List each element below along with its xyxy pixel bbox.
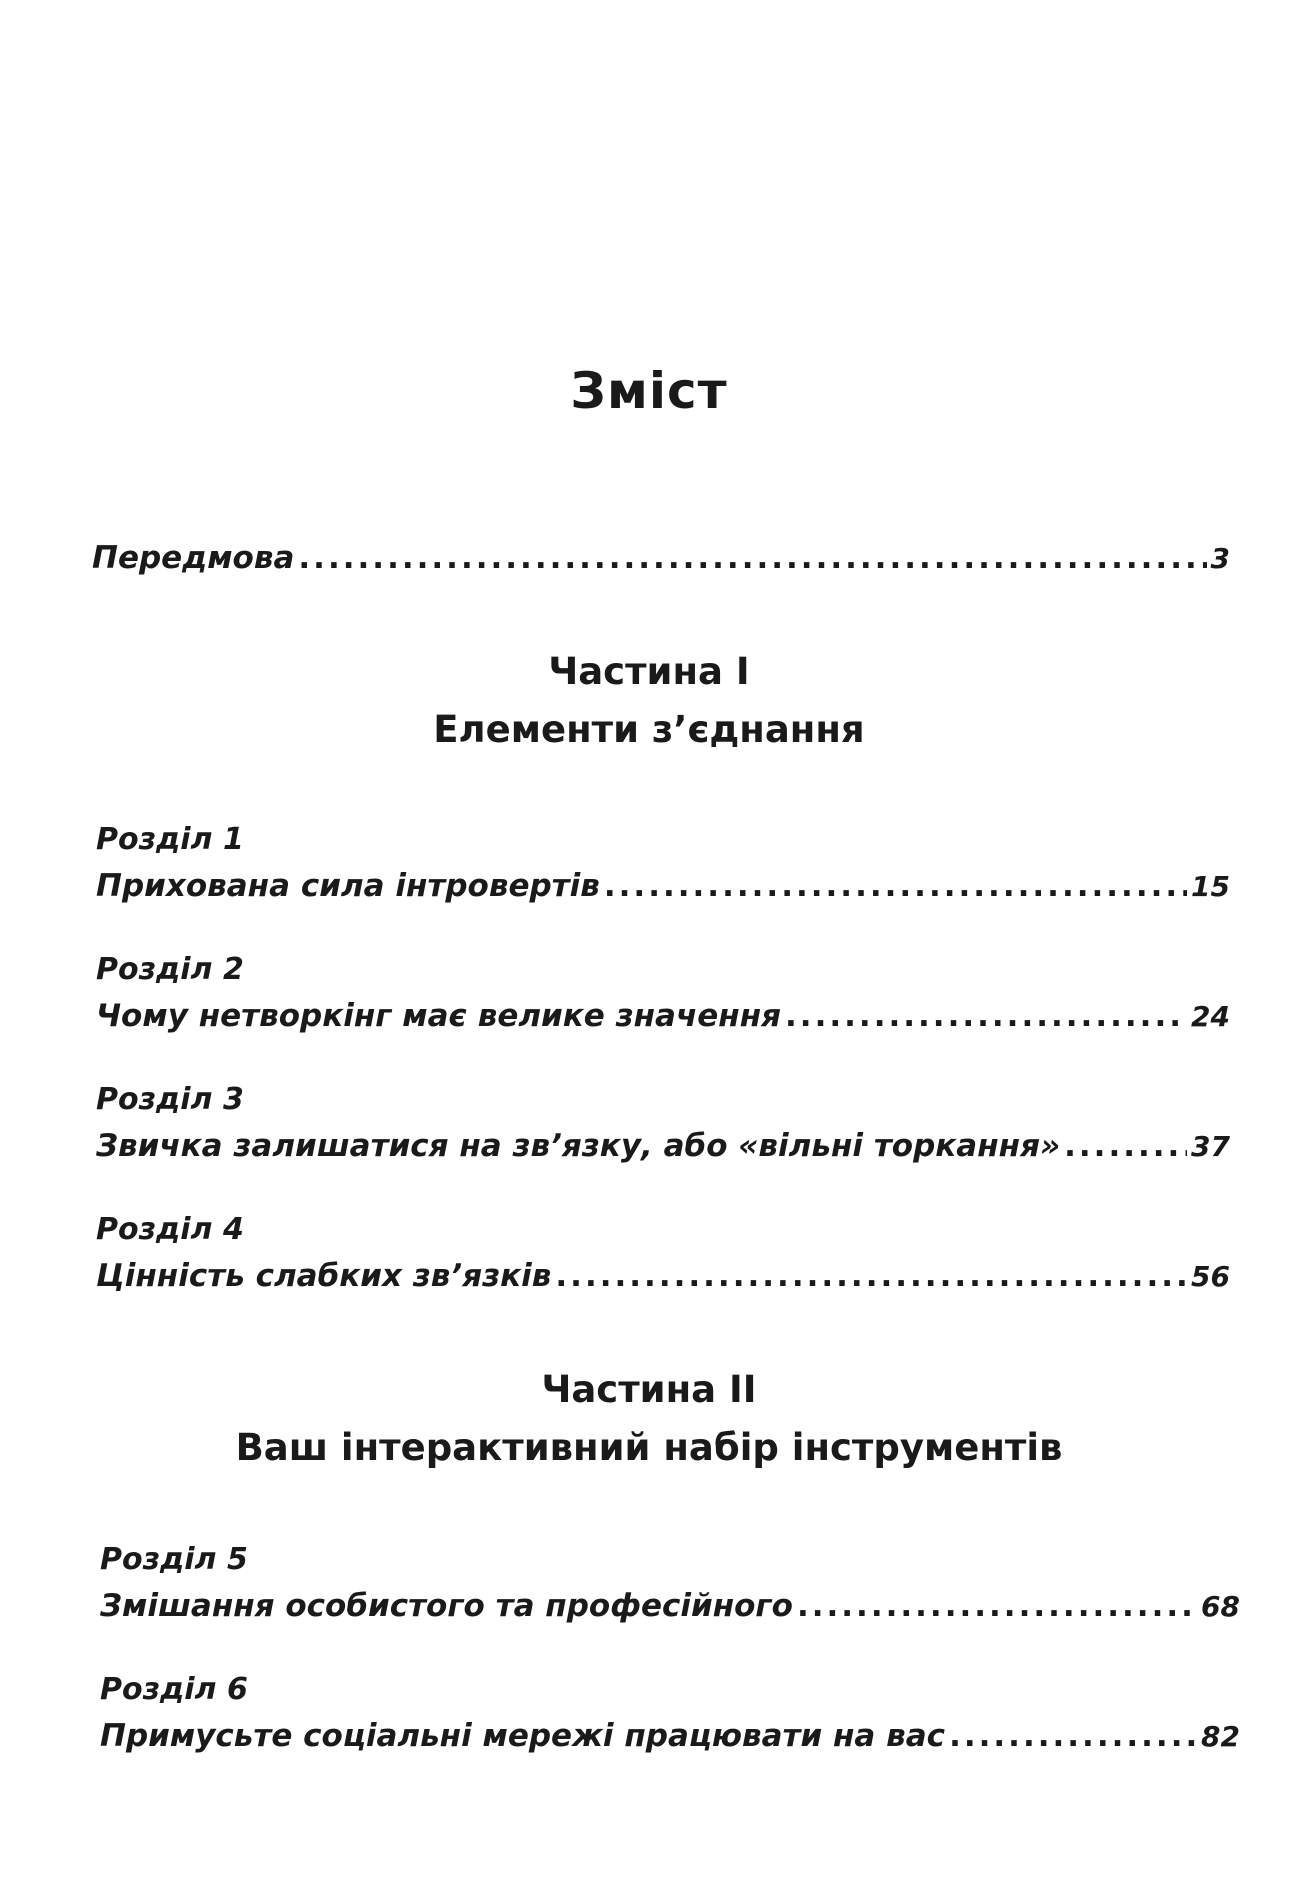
chapter-3-label: Розділ 3 bbox=[96, 1082, 244, 1117]
toc-page-number: 3 bbox=[1210, 542, 1230, 575]
toc-page-number: 68 bbox=[1201, 1590, 1240, 1623]
part-1-name: Елементи з’єднання bbox=[433, 708, 865, 751]
toc-page-number: 15 bbox=[1191, 870, 1230, 903]
chapter-6-label: Розділ 6 bbox=[100, 1672, 248, 1707]
toc-entry-title: Передмова bbox=[92, 540, 295, 576]
toc-page-number: 37 bbox=[1191, 1130, 1230, 1163]
dot-leader bbox=[785, 996, 1187, 1036]
part-2-name: Ваш інтерактивний набір інструментів bbox=[235, 1426, 1063, 1469]
dot-leader bbox=[555, 1256, 1187, 1296]
chapter-2-label: Розділ 2 bbox=[96, 952, 244, 987]
toc-page-number: 56 bbox=[1191, 1260, 1230, 1293]
toc-page-number: 82 bbox=[1201, 1720, 1240, 1753]
page-title: Зміст bbox=[570, 362, 728, 420]
chapter-5-label: Розділ 5 bbox=[100, 1542, 248, 1577]
toc-entry-title: Цінність слабких зв’язків bbox=[96, 1258, 552, 1294]
toc-page-number: 24 bbox=[1191, 1000, 1230, 1033]
toc-entry-chapter-2[interactable] bbox=[96, 996, 1230, 1037]
toc-entry-title: Чому нетворкінг має велике значення bbox=[96, 998, 782, 1034]
part-2-number: Частина II bbox=[541, 1368, 757, 1411]
dot-leader bbox=[298, 538, 1206, 578]
toc-entry-title: Примусьте соціальні мережі працювати на вас bbox=[100, 1718, 946, 1754]
chapter-1-label: Розділ 1 bbox=[96, 822, 244, 857]
toc-entry-preface[interactable] bbox=[92, 538, 1230, 579]
toc-entry-title: Прихована сила інтровертів bbox=[96, 868, 600, 904]
toc-entry-chapter-5[interactable] bbox=[100, 1586, 1240, 1627]
dot-leader bbox=[604, 866, 1187, 906]
toc-entry-chapter-1[interactable] bbox=[96, 866, 1230, 907]
chapter-4-label: Розділ 4 bbox=[96, 1212, 244, 1247]
dot-leader bbox=[949, 1716, 1197, 1756]
toc-entry-chapter-3[interactable] bbox=[96, 1126, 1230, 1167]
dot-leader bbox=[797, 1586, 1197, 1626]
dot-leader bbox=[1064, 1126, 1187, 1166]
toc-entry-title: Звичка залишатися на зв’язку, або «вільні торкання» bbox=[96, 1128, 1061, 1164]
toc-entry-chapter-4[interactable] bbox=[96, 1256, 1230, 1297]
toc-entry-chapter-6[interactable] bbox=[100, 1716, 1240, 1757]
part-1-number: Частина I bbox=[548, 650, 750, 693]
toc-entry-title: Змішання особистого та професійного bbox=[100, 1588, 793, 1624]
